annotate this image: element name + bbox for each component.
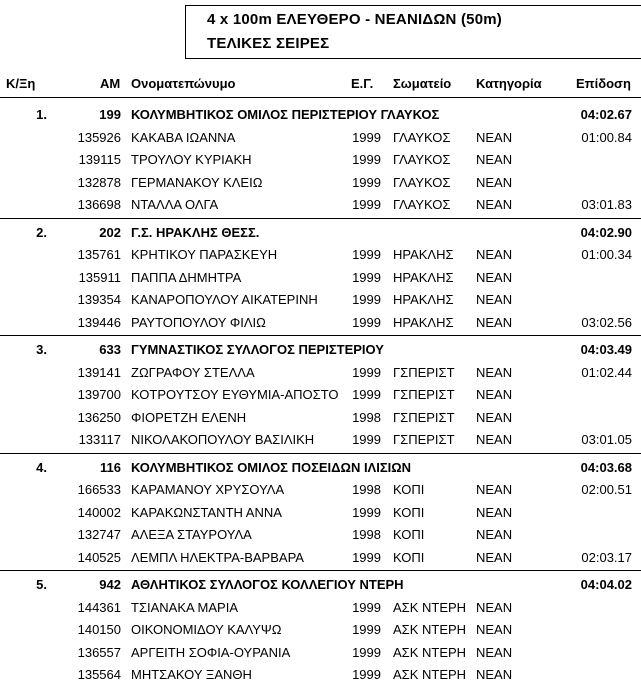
swimmer-name: ΟΙΚΟΝΟΜΙΔΟΥ ΚΑΛΥΨΩ	[131, 622, 282, 638]
swimmer-club: ΑΣΚ ΝΤΕΡΗ	[393, 667, 467, 683]
swimmer-am: 139354	[77, 292, 121, 308]
team-divider	[0, 453, 641, 454]
swimmer-club: ΓΣΠΕΡΙΣΤ	[393, 364, 455, 380]
swimmer-club: ΓΣΠΕΡΙΣΤ	[393, 409, 455, 425]
swimmer-am: 133117	[78, 432, 121, 448]
swimmer-am: 140150	[77, 622, 121, 638]
swimmer-am: 144361	[77, 599, 121, 615]
swimmer-year: 1999	[352, 622, 381, 638]
swimmer-year: 1998	[352, 482, 381, 498]
team-time: 04:03.49	[580, 342, 632, 357]
swimmer-split: 02:00.51	[581, 482, 632, 498]
swimmer-am: 135564	[77, 667, 121, 683]
swimmer-am: 135911	[78, 269, 121, 285]
team-name: ΓΥΜΝΑΣΤΙΚΟΣ ΣΥΛΛΟΓΟΣ ΠΕΡΙΣΤΕΡΙΟΥ	[131, 342, 384, 357]
swimmer-year: 1999	[352, 504, 381, 520]
swimmer-am: 139700	[77, 387, 121, 403]
swimmer-name: ΜΗΤΣΑΚΟΥ ΞΑΝΘΗ	[131, 667, 252, 683]
swimmer-name: ΚΟΤΡΟΥΤΣΟΥ ΕΥΘΥΜΙΑ-ΑΠΟΣΤΟ	[131, 387, 339, 403]
swimmer-name: ΚΑΝΑΡΟΠΟΥΛΟΥ ΑΙΚΑΤΕΡΙΝΗ	[131, 292, 318, 308]
team-rank: 4.	[36, 459, 47, 475]
swimmer-category: ΝΕΑΝ	[476, 247, 513, 263]
swimmer-name: ΛΕΜΠΛ ΗΛΕΚΤΡΑ-ΒΑΡΒΑΡΑ	[131, 549, 304, 565]
swimmer-club: ΓΛΑΥΚΟΣ	[393, 174, 451, 190]
swimmer-year: 1999	[352, 667, 381, 683]
swimmer-name: ΑΡΓΕΙΤΗ ΣΟΦΙΑ-ΟΥΡΑΝΙΑ	[131, 644, 291, 660]
swimmer-name: ΠΑΠΠΑ ΔΗΜΗΤΡΑ	[131, 269, 242, 285]
swimmer-name: ΚΑΡΑΚΩΝΣΤΑΝΤΗ ΑΝΝΑ	[131, 504, 282, 520]
swimmer-club: ΓΣΠΕΡΙΣΤ	[393, 432, 455, 448]
swimmer-am: 132747	[77, 527, 121, 543]
swimmer-name: ΡΑΥΤΟΠΟΥΛΟΥ ΦΙΛΙΩ	[131, 314, 266, 330]
header-time: Επίδοση	[576, 76, 631, 91]
swimmer-year: 1999	[352, 364, 381, 380]
swimmer-am: 132878	[77, 174, 121, 190]
swimmer-category: ΝΕΑΝ	[476, 387, 513, 403]
swimmer-am: 135926	[77, 129, 121, 145]
swimmer-split: 03:02.56	[581, 314, 632, 330]
team-code: 116	[100, 459, 121, 475]
header-rank: Κ/Ξη	[6, 76, 36, 91]
swimmer-category: ΝΕΑΝ	[476, 622, 513, 638]
swimmer-year: 1998	[352, 527, 381, 543]
team-code: 199	[99, 107, 121, 122]
swimmer-split: 01:00.34	[581, 247, 632, 263]
swimmer-category: ΝΕΑΝ	[476, 482, 513, 498]
swimmer-am: 136698	[77, 197, 121, 213]
swimmer-am: 136250	[77, 409, 121, 425]
team-name: ΑΘΛΗΤΙΚΟΣ ΣΥΛΛΟΓΟΣ ΚΟΛΛΕΓΙΟΥ ΝΤΕΡΗ	[131, 577, 404, 592]
team-time: 04:02.90	[580, 224, 632, 240]
swimmer-year: 1999	[352, 292, 381, 308]
swimmer-category: ΝΕΑΝ	[476, 269, 513, 285]
swimmer-name: ΚΑΚΑΒΑ ΙΩΑΝΝΑ	[131, 129, 236, 145]
team-time: 04:04.02	[580, 577, 632, 592]
swimmer-club: ΗΡΑΚΛΗΣ	[393, 269, 454, 285]
swimmer-category: ΝΕΑΝ	[476, 364, 513, 380]
swimmer-am: 140002	[77, 504, 121, 520]
swimmer-category: ΝΕΑΝ	[476, 197, 513, 213]
swimmer-club: ΑΣΚ ΝΤΕΡΗ	[393, 622, 467, 638]
header-club: Σωματείο	[393, 76, 452, 91]
team-rank: 1.	[36, 107, 47, 122]
swimmer-club: ΚΟΠΙ	[393, 527, 425, 543]
swimmer-split: 02:03.17	[581, 549, 632, 565]
swimmer-club: ΓΛΑΥΚΟΣ	[393, 197, 451, 213]
swimmer-category: ΝΕΑΝ	[476, 292, 513, 308]
team-name: ΚΟΛΥΜΒΗΤΙΚΟΣ ΟΜΙΛΟΣ ΠΟΣΕΙΔΩΝ ΙΛΙΣΙΩΝ	[131, 459, 412, 475]
header-am: ΑΜ	[100, 76, 121, 91]
swimmer-name: ΦΙΟΡΕΤΖΗ ΕΛΕΝΗ	[131, 409, 247, 425]
swimmer-category: ΝΕΑΝ	[476, 549, 513, 565]
swimmer-club: ΑΣΚ ΝΤΕΡΗ	[393, 599, 467, 615]
swimmer-am: 136557	[77, 644, 121, 660]
team-rank: 2.	[36, 224, 47, 240]
swimmer-club: ΚΟΠΙ	[393, 549, 425, 565]
team-code: 633	[99, 342, 121, 357]
swimmer-category: ΝΕΑΝ	[476, 174, 513, 190]
team-time: 04:03.68	[580, 459, 632, 475]
swimmer-category: ΝΕΑΝ	[476, 432, 513, 448]
swimmer-name: ΖΩΓΡΑΦΟΥ ΣΤΕΛΛΑ	[131, 364, 255, 380]
swimmer-club: ΓΣΠΕΡΙΣΤ	[393, 387, 455, 403]
header-name: Ονοματεπώνυμο	[131, 76, 236, 91]
swimmer-am: 140525	[77, 549, 121, 565]
swimmer-name: ΝΙΚΟΛΑΚΟΠΟΥΛΟΥ ΒΑΣΙΛΙΚΗ	[131, 432, 315, 448]
swimmer-club: ΓΛΑΥΚΟΣ	[393, 129, 451, 145]
swimmer-year: 1999	[352, 644, 381, 660]
swimmer-year: 1998	[352, 409, 381, 425]
header-category: Κατηγορία	[476, 76, 542, 91]
team-name: Γ.Σ. ΗΡΑΚΛΗΣ ΘΕΣΣ.	[131, 224, 260, 240]
swimmer-name: ΚΑΡΑΜΑΝΟΥ ΧΡΥΣΟΥΛΑ	[131, 482, 285, 498]
swimmer-am: 166533	[77, 482, 121, 498]
team-rank: 5.	[36, 577, 47, 592]
team-divider	[0, 335, 641, 336]
swimmer-year: 1999	[352, 599, 381, 615]
swimmer-am: 135761	[77, 247, 121, 263]
swimmer-year: 1999	[352, 432, 381, 448]
swimmer-name: ΑΛΕΞΑ ΣΤΑΥΡΟΥΛΑ	[131, 527, 252, 543]
team-code: 942	[99, 577, 121, 592]
event-title: 4 x 100m ΕΛΕΥΘΕΡΟ - ΝΕΑΝΙΔΩΝ (50m)	[207, 11, 502, 28]
swimmer-year: 1999	[352, 129, 381, 145]
swimmer-am: 139141	[77, 364, 121, 380]
swimmer-name: ΝΤΑΛΛΑ ΟΛΓΑ	[131, 197, 219, 213]
swimmer-category: ΝΕΑΝ	[476, 667, 513, 683]
header-year: Ε.Γ.	[351, 76, 374, 91]
team-name: ΚΟΛΥΜΒΗΤΙΚΟΣ ΟΜΙΛΟΣ ΠΕΡΙΣΤΕΡΙΟΥ ΓΛΑΥΚΟΣ	[131, 107, 440, 122]
swimmer-name: ΤΡΟΥΛΟΥ ΚΥΡΙΑΚΗ	[131, 152, 252, 168]
team-time: 04:02.67	[580, 107, 632, 122]
event-subtitle: ΤΕΛΙΚΕΣ ΣΕΙΡΕΣ	[207, 35, 330, 52]
swimmer-year: 1999	[352, 387, 381, 403]
title-box	[185, 5, 641, 59]
swimmer-category: ΝΕΑΝ	[476, 644, 513, 660]
swimmer-club: ΑΣΚ ΝΤΕΡΗ	[393, 644, 467, 660]
swimmer-year: 1999	[352, 269, 381, 285]
swimmer-year: 1999	[352, 174, 381, 190]
swimmer-club: ΚΟΠΙ	[393, 504, 425, 520]
swimmer-club: ΗΡΑΚΛΗΣ	[393, 247, 454, 263]
header-divider	[0, 97, 641, 98]
swimmer-category: ΝΕΑΝ	[476, 599, 513, 615]
swimmer-split: 01:02.44	[581, 364, 632, 380]
swimmer-split: 01:00.84	[581, 129, 632, 145]
swimmer-category: ΝΕΑΝ	[476, 527, 513, 543]
team-code: 202	[99, 224, 121, 240]
team-rank: 3.	[36, 342, 47, 357]
swimmer-split: 03:01.83	[581, 197, 632, 213]
swimmer-year: 1999	[352, 314, 381, 330]
swimmer-split: 03:01.05	[581, 432, 632, 448]
swimmer-year: 1999	[352, 152, 381, 168]
team-divider	[0, 218, 641, 219]
swimmer-club: ΗΡΑΚΛΗΣ	[393, 292, 454, 308]
swimmer-club: ΓΛΑΥΚΟΣ	[393, 152, 451, 168]
swimmer-club: ΗΡΑΚΛΗΣ	[393, 314, 454, 330]
swimmer-category: ΝΕΑΝ	[476, 314, 513, 330]
swimmer-category: ΝΕΑΝ	[476, 129, 513, 145]
swimmer-category: ΝΕΑΝ	[476, 409, 513, 425]
swimmer-category: ΝΕΑΝ	[476, 152, 513, 168]
swimmer-club: ΚΟΠΙ	[393, 482, 425, 498]
swimmer-year: 1999	[352, 549, 381, 565]
swimmer-category: ΝΕΑΝ	[476, 504, 513, 520]
swimmer-year: 1999	[352, 247, 381, 263]
team-divider	[0, 570, 641, 571]
swimmer-year: 1999	[352, 197, 381, 213]
swimmer-am: 139446	[77, 314, 121, 330]
swimmer-name: ΓΕΡΜΑΝΑΚΟΥ ΚΛΕΙΩ	[131, 174, 263, 190]
swimmer-am: 139115	[78, 152, 121, 168]
swimmer-name: ΚΡΗΤΙΚΟΥ ΠΑΡΑΣΚΕΥΗ	[131, 247, 278, 263]
swimmer-name: ΤΣΙΑΝΑΚΑ ΜΑΡΙΑ	[131, 599, 239, 615]
